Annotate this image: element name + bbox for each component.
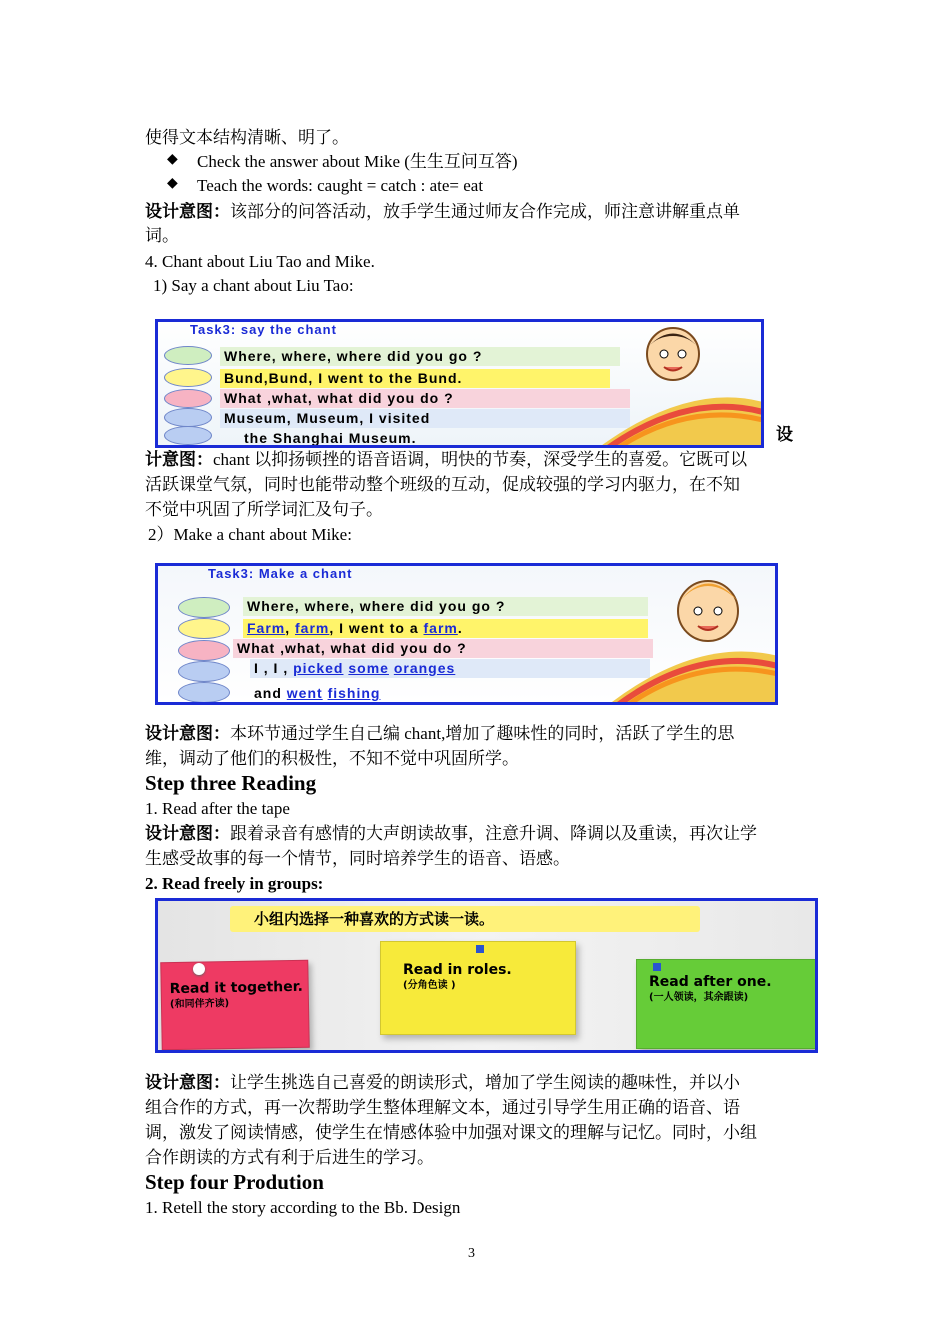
chant-line: What ,what, what did you do ? — [220, 389, 630, 408]
chant-line: Where, where, where did you go ? — [220, 347, 620, 366]
chant-line: Farm, farm, I went to a farm. — [243, 619, 648, 638]
section-title: 4. Chant about Liu Tao and Mike. — [145, 252, 375, 271]
blank-word: some — [348, 660, 389, 676]
chant-line: Museum, Museum, I visited — [220, 409, 630, 428]
text-line: 合作朗读的方式有利于后进生的学习。 — [145, 1148, 434, 1167]
blank-word: went — [286, 685, 323, 701]
page-number: 3 — [468, 1246, 475, 1261]
intent-label: 设计意图： — [145, 202, 230, 221]
oval-icon — [164, 346, 212, 365]
blank-word: fishing — [327, 685, 381, 701]
intent-label: 设计意图： — [145, 724, 230, 743]
chant-line: Where, where, where did you go ? — [243, 597, 648, 616]
oval-icon — [164, 426, 212, 445]
oval-icon — [178, 682, 230, 703]
bullet-diamond-icon: ◆ — [167, 176, 178, 191]
design-intent: 设计意图：跟着录音有感情的大声朗读故事，注意升调、降调以及重读，再次让学 — [145, 824, 757, 843]
oval-icon — [178, 640, 230, 661]
text-line: 词。 — [145, 226, 179, 245]
sticky-note-together: Read it together. (和同伴齐读) — [160, 960, 310, 1051]
instruction-banner: 小组内选择一种喜欢的方式读一读。 — [230, 906, 700, 932]
pin-icon — [193, 963, 205, 975]
design-intent: 设计意图：让学生挑选自己喜爱的朗读形式，增加了学生阅读的趣味性，并以小 — [145, 1073, 740, 1092]
chant-line: and went fishing — [254, 685, 381, 701]
chant-line: I , I , picked some oranges — [250, 659, 650, 678]
design-intent: 设计意图：该部分的问答活动，放手学生通过师友合作完成，师注意讲解重点单 — [145, 202, 740, 221]
chant-line: the Shanghai Museum. — [244, 430, 417, 446]
subsection-title: 1) Say a chant about Liu Tao: — [153, 276, 354, 295]
text-line: 组合作的方式，再一次帮助学生整体理解文本，通过引导学生用正确的语音、语 — [145, 1098, 740, 1117]
oval-icon — [178, 661, 230, 682]
text-line: 维，调动了他们的积极性，不知不觉中巩固所学。 — [145, 749, 519, 768]
slide-title: Task3: say the chant — [190, 322, 337, 337]
pin-icon — [476, 945, 484, 953]
boy-rainbow-illustration — [588, 566, 778, 705]
text-line: 生感受故事的每一个情节，同时培养学生的语音、语感。 — [145, 849, 570, 868]
text-line: 不觉中巩固了所学词汇及句子。 — [145, 500, 383, 519]
bullet-item: Teach the words: caught = catch : ate= eat — [197, 176, 484, 195]
text-line: 调，激发了阅读情感，使学生在情感体验中加强对课文的理解与记忆。同时，小组 — [145, 1123, 757, 1142]
oval-icon — [178, 618, 230, 639]
blank-word: Farm — [247, 620, 286, 636]
chant-slide-mike — [155, 563, 778, 705]
blank-word: oranges — [393, 660, 456, 676]
slide-title: Task3: Make a chant — [208, 566, 353, 581]
bullet-diamond-icon: ◆ — [167, 152, 178, 167]
design-intent: 设计意图：本环节通过学生自己编 chant,增加了趣味性的同时，活跃了学生的思 — [145, 724, 735, 743]
text-line: 1. Retell the story according to the Bb. Design — [145, 1198, 461, 1217]
sticky-note-after-one: Read after one. (一人领读，其余跟读) — [636, 959, 818, 1049]
step-heading: Step three Reading — [145, 771, 317, 795]
oval-icon — [164, 389, 212, 408]
step-heading: Step four Prodution — [145, 1170, 324, 1194]
chant-line: Bund,Bund, I went to the Bund. — [220, 369, 610, 388]
text-fragment: 设 — [776, 425, 793, 444]
chant-slide-liutao — [155, 319, 764, 448]
oval-icon — [178, 597, 230, 618]
reading-choice-slide — [155, 898, 818, 1053]
oval-icon — [164, 408, 212, 427]
sticky-note-roles: Read in roles. (分角色读 ) — [380, 941, 576, 1035]
subsection-title: 2）Make a chant about Mike: — [148, 525, 352, 544]
intent-label: 计意图： — [145, 450, 213, 469]
bullet-item: Check the answer about Mike (生生互问互答) — [197, 152, 518, 171]
subsection-title: 2. Read freely in groups: — [145, 874, 324, 893]
oval-icon — [164, 368, 212, 387]
blank-word: farm — [295, 620, 330, 636]
blank-word: farm — [423, 620, 458, 636]
pin-icon — [653, 963, 661, 971]
boy-rainbow-illustration — [578, 322, 763, 448]
text-line: 1. Read after the tape — [145, 799, 290, 818]
text-line: 使得文本结构清晰、明了。 — [145, 128, 349, 147]
intent-label: 设计意图： — [145, 1073, 230, 1092]
blank-word: picked — [293, 660, 344, 676]
text-line: 活跃课堂气氛，同时也能带动整个班级的互动，促成较强的学习内驱力，在不知 — [145, 475, 740, 494]
intent-label: 设计意图： — [145, 824, 230, 843]
design-intent: 计意图：chant 以抑扬顿挫的语音语调，明快的节奏，深受学生的喜爱。它既可以 — [145, 450, 748, 469]
chant-line: What ,what, what did you do ? — [233, 639, 653, 658]
